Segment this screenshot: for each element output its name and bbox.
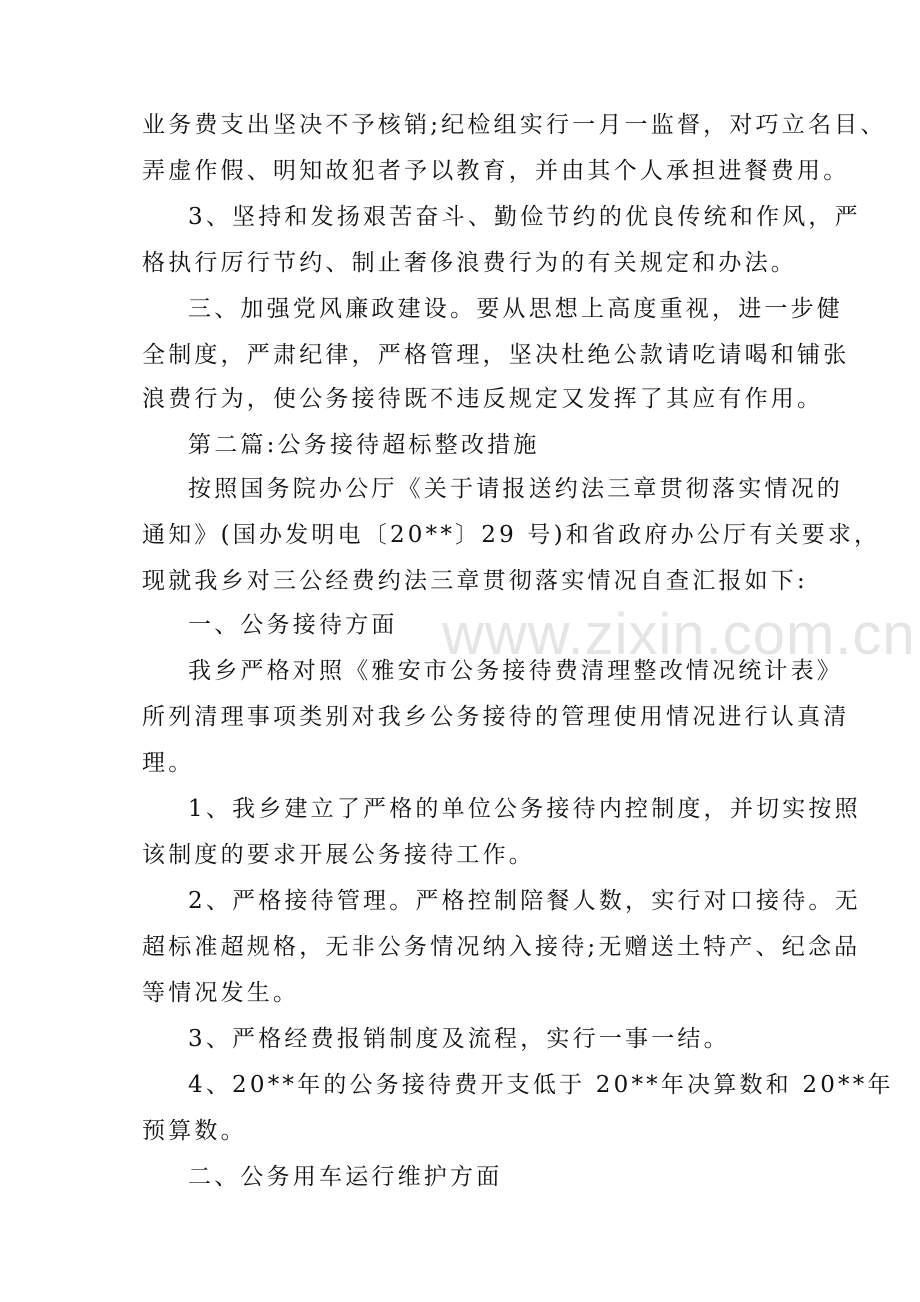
paragraph-line: 4、20**年的公务接待费开支低于 20**年决算数和 20**年 bbox=[188, 1072, 894, 1098]
paragraph-line: 按照国务院办公厅《关于请报送约法三章贯彻落实情况的 bbox=[188, 476, 843, 502]
text-line: 等情况发生。 bbox=[142, 980, 300, 1006]
text-line: 通知》(国办发明电〔20**〕29 号)和省政府办公厅有关要求， bbox=[142, 522, 881, 548]
watermark: www.zixin.com.cn bbox=[442, 602, 916, 667]
text-line: 所列清理事项类别对我乡公务接待的管理使用情况进行认真清 bbox=[142, 704, 850, 730]
text-line: 全制度，严肃纪律，严格管理，坚决杜绝公款请吃请喝和铺张 bbox=[142, 342, 850, 368]
paragraph-line: 我乡严格对照《雅安市公务接待费清理整改情况统计表》 bbox=[188, 658, 843, 684]
text-line: 该制度的要求开展公务接待工作。 bbox=[142, 842, 535, 868]
section-heading: 第二篇:公务接待超标整改措施 bbox=[188, 432, 540, 458]
paragraph-line: 三、加强党风廉政建设。要从思想上高度重视，进一步健 bbox=[188, 296, 843, 322]
text-line: 弄虚作假、明知故犯者予以教育，并由其个人承担进餐费用。 bbox=[142, 158, 850, 184]
paragraph-line: 3、严格经费报销制度及流程，实行一事一结。 bbox=[188, 1026, 730, 1052]
section-heading: 二、公务用车运行维护方面 bbox=[188, 1164, 503, 1190]
text-line: 现就我乡对三公经费约法三章贯彻落实情况自查汇报如下: bbox=[142, 568, 808, 594]
section-heading: 一、公务接待方面 bbox=[188, 612, 398, 638]
text-line: 超标准超规格，无非公务情况纳入接待;无赠送土特产、纪念品 bbox=[142, 934, 861, 960]
text-line: 预算数。 bbox=[142, 1118, 247, 1144]
text-line: 格执行厉行节约、制止奢侈浪费行为的有关规定和办法。 bbox=[142, 250, 797, 276]
text-line: 业务费支出坚决不予核销;纪检组实行一月一监督，对巧立名目、 bbox=[142, 112, 887, 138]
paragraph-line: 3、坚持和发扬艰苦奋斗、勤俭节约的优良传统和作风，严 bbox=[188, 204, 861, 230]
paragraph-line: 2、严格接待管理。严格控制陪餐人数，实行对口接待。无 bbox=[188, 888, 861, 914]
text-line: 浪费行为，使公务接待既不违反规定又发挥了其应有作用。 bbox=[142, 386, 824, 412]
paragraph-line: 1、我乡建立了严格的单位公务接待内控制度，并切实按照 bbox=[188, 796, 861, 822]
text-line: 理。 bbox=[142, 750, 195, 776]
